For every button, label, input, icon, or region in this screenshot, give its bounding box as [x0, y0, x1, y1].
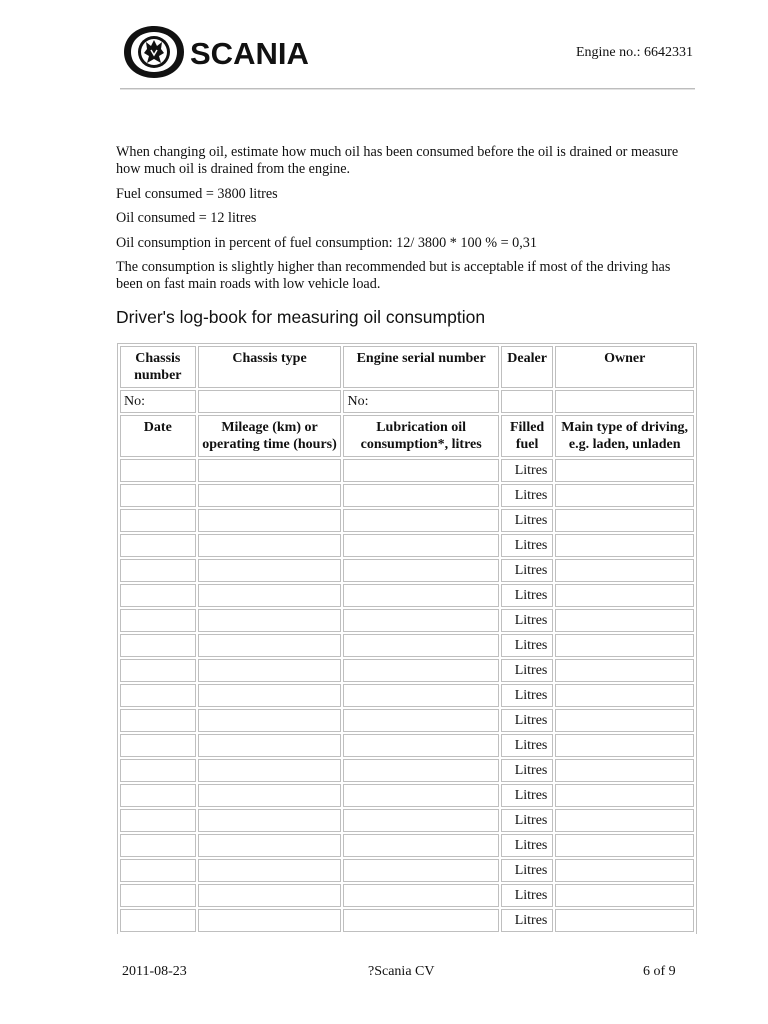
table-cell: [555, 484, 694, 507]
table-cell: [120, 509, 196, 532]
table-cell: [555, 709, 694, 732]
table-row: [120, 634, 694, 657]
table-cell: [120, 709, 196, 732]
table-row: [120, 390, 694, 413]
filled-fuel-cell: Litres: [501, 909, 554, 932]
table-cell: [343, 609, 498, 632]
table-row: [120, 584, 694, 607]
header-cell: Owner: [555, 346, 694, 388]
table-cell: [555, 459, 694, 482]
header-divider: [120, 88, 695, 90]
header-cell: Mileage (km) or operating time (hours): [198, 415, 342, 457]
table-cell: [120, 684, 196, 707]
scania-logo: [118, 22, 333, 82]
table-cell: [555, 659, 694, 682]
table-cell: [343, 909, 498, 932]
table-cell: [343, 684, 498, 707]
header-cell: Chassis number: [120, 346, 196, 388]
table-cell: [555, 390, 694, 413]
filled-fuel-cell: Litres: [501, 659, 554, 682]
table-cell: [198, 859, 342, 882]
table-cell: [120, 559, 196, 582]
table-cell: [555, 609, 694, 632]
filled-fuel-cell: Litres: [501, 684, 554, 707]
filled-fuel-cell: Litres: [501, 859, 554, 882]
header-cell: Dealer: [501, 346, 554, 388]
table-cell: [343, 759, 498, 782]
table-cell: [343, 584, 498, 607]
table-row: [120, 534, 694, 557]
table-cell: [555, 809, 694, 832]
table-cell: No:: [343, 390, 498, 413]
oil-consumption-log-table: [117, 343, 697, 960]
table-cell: [343, 784, 498, 807]
paragraph: Oil consumed = 12 litres: [116, 210, 257, 226]
table-row: [120, 609, 694, 632]
filled-fuel-cell: Litres: [501, 509, 554, 532]
table-cell: [120, 584, 196, 607]
filled-fuel-cell: Litres: [501, 584, 554, 607]
table-cell: [120, 609, 196, 632]
table-cell: [343, 659, 498, 682]
table-cell: [555, 684, 694, 707]
table-cell: [120, 809, 196, 832]
header-cell: Lubrication oil consumption*, litres: [343, 415, 498, 457]
table-cell: [120, 759, 196, 782]
header-cell: Filled fuel: [501, 415, 554, 457]
header-cell: Main type of driving, e.g. laden, unladen: [555, 415, 694, 457]
table-cell: [198, 390, 342, 413]
table-cell: [198, 909, 342, 932]
table-cell: [555, 859, 694, 882]
table-cell: [198, 684, 342, 707]
table-row: [120, 859, 694, 882]
table-cell: [343, 484, 498, 507]
header-cell: Date: [120, 415, 196, 457]
table-header-row: [120, 415, 694, 457]
table-cell: [343, 859, 498, 882]
table-cell: [555, 559, 694, 582]
table-cell: [120, 534, 196, 557]
header-cell: Engine serial number: [343, 346, 498, 388]
table-cell: [120, 834, 196, 857]
filled-fuel-cell: Litres: [501, 534, 554, 557]
table-cell: [198, 659, 342, 682]
table-cell: [198, 609, 342, 632]
table-cell: No:: [120, 390, 196, 413]
table-cell: [120, 459, 196, 482]
table-cell: [120, 659, 196, 682]
table-cell: [120, 734, 196, 757]
filled-fuel-cell: Litres: [501, 884, 554, 907]
table-cell: [343, 809, 498, 832]
filled-fuel-cell: Litres: [501, 459, 554, 482]
table-row: [120, 784, 694, 807]
paragraph: The consumption is slightly higher than recommended but is acceptable if most of the driving has been on fast main roads with low vehicle load.: [116, 259, 671, 292]
table-cell: [198, 884, 342, 907]
engine-number: Engine no.: 6642331: [575, 45, 693, 60]
table-row: [120, 884, 694, 907]
table-cell: [198, 509, 342, 532]
table-row: [120, 834, 694, 857]
table-cell: [120, 884, 196, 907]
filled-fuel-cell: Litres: [501, 634, 554, 657]
filled-fuel-cell: Litres: [501, 609, 554, 632]
table-cell: [555, 759, 694, 782]
table-cell: [343, 534, 498, 557]
table-cell: [198, 759, 342, 782]
table-cell: [555, 909, 694, 932]
table-cell: [343, 509, 498, 532]
filled-fuel-cell: Litres: [501, 559, 554, 582]
table-cell: [198, 534, 342, 557]
table-cell: [120, 634, 196, 657]
table-row: [120, 659, 694, 682]
table-cell: [198, 784, 342, 807]
table-row: [120, 734, 694, 757]
table-cell: [343, 559, 498, 582]
table-cell: [198, 484, 342, 507]
table-cell: [198, 559, 342, 582]
filled-fuel-cell: Litres: [501, 834, 554, 857]
document-body: [116, 144, 700, 960]
table-header-row: [120, 346, 694, 388]
table-cell: [555, 884, 694, 907]
table-row: [120, 509, 694, 532]
table-row: [120, 684, 694, 707]
footer-copyright: ?Scania CV: [368, 964, 435, 979]
table-cell: [120, 484, 196, 507]
header-cell: Chassis type: [198, 346, 342, 388]
table-cell: [120, 784, 196, 807]
filled-fuel-cell: Litres: [501, 484, 554, 507]
table-cell: [198, 734, 342, 757]
footer-date: 2011-08-23: [122, 964, 187, 979]
table-row: [120, 459, 694, 482]
table-row: [120, 909, 694, 932]
table-cell: [501, 390, 554, 413]
griffin-emblem-icon: [124, 26, 184, 78]
table-row: [120, 484, 694, 507]
table-cell: [120, 859, 196, 882]
page-number: 6 of 9: [643, 964, 676, 979]
brand-wordmark: SCANIA: [190, 36, 309, 71]
table-cell: [555, 634, 694, 657]
filled-fuel-cell: Litres: [501, 759, 554, 782]
table-cell: [198, 709, 342, 732]
table-cell: [343, 884, 498, 907]
filled-fuel-cell: Litres: [501, 734, 554, 757]
table-cell: [555, 534, 694, 557]
page-cutoff: [0, 934, 768, 960]
table-cell: [555, 834, 694, 857]
table-row: [120, 759, 694, 782]
table-cell: [555, 509, 694, 532]
paragraph: When changing oil, estimate how much oil has been consumed before the oil is drained or measure how much oil is drained from the engine.: [116, 144, 679, 177]
table-cell: [120, 909, 196, 932]
table-row: [120, 709, 694, 732]
table-cell: [198, 459, 342, 482]
table-row: [120, 809, 694, 832]
filled-fuel-cell: Litres: [501, 709, 554, 732]
table-cell: [343, 709, 498, 732]
section-title: Driver's log-book for measuring oil consumption: [116, 307, 486, 327]
table-cell: [555, 584, 694, 607]
table-cell: [343, 734, 498, 757]
filled-fuel-cell: Litres: [501, 809, 554, 832]
paragraph: Oil consumption in percent of fuel consumption: 12/ 3800 * 100 % = 0,31: [116, 234, 537, 251]
paragraph: Fuel consumed = 3800 litres: [116, 185, 278, 202]
table-cell: [198, 634, 342, 657]
filled-fuel-cell: Litres: [501, 784, 554, 807]
table-cell: [343, 834, 498, 857]
table-cell: [343, 634, 498, 657]
table-cell: [555, 734, 694, 757]
table-cell: [343, 459, 498, 482]
table-cell: [555, 784, 694, 807]
table-cell: [198, 584, 342, 607]
table-row: [120, 559, 694, 582]
table-cell: [198, 834, 342, 857]
table-cell: [198, 809, 342, 832]
